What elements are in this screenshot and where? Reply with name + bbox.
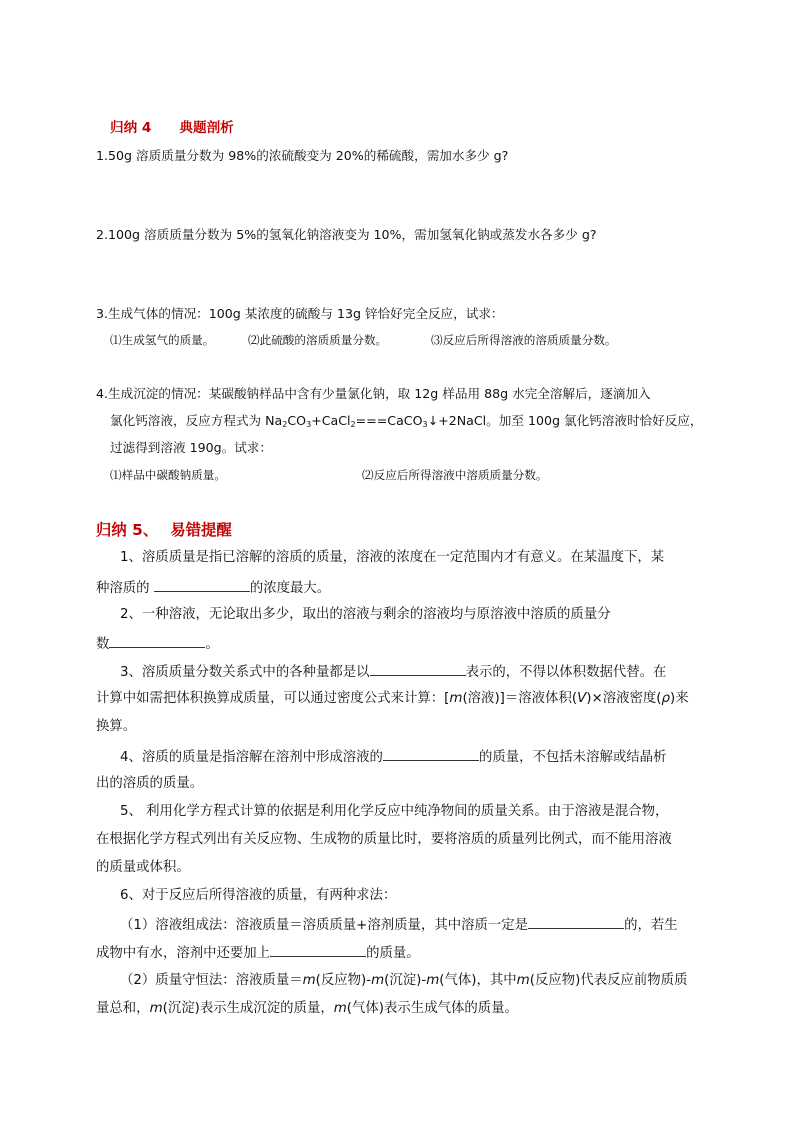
tip-4-line-1: 4、溶质的质量是指溶解在溶剂中形成溶液的 的质量，不包括未溶解或结晶析 — [120, 747, 666, 767]
tip-5-line-1: 5、 利用化学方程式计算的依据是利用化学反应中纯净物间的质量关系。由于溶液是混合物， — [120, 804, 669, 819]
question-3-sub-1: ⑴生成氢气的质量。 — [110, 333, 215, 347]
question-3-sub-2: ⑵此硫酸的溶质质量分数。 — [248, 333, 388, 347]
section5-number: 归纳 5、 — [96, 521, 159, 539]
tip-2-line-2: 数 。 — [96, 634, 219, 654]
blank-5[interactable] — [528, 915, 624, 929]
tip-5-line-2: 在根据化学方程式列出有关反应物、生成物的质量比时，要将溶质的质量列比例式，而不能用溶液 — [96, 832, 672, 847]
question-4-line-1: 4.生成沉淀的情况：某碳酸钠样品中含有少量氯化钠，取 12g 样品用 88g 水完全溶解后，逐滴加入 — [96, 386, 651, 401]
question-4-line-2: 氯化钙溶液，反应方程式为 $Na_2CO_3+CaCl_2===CaCO_3↓+2NaCl$。加至 100g 氯化钙溶液时恰好反应， — [110, 413, 703, 429]
blank-1[interactable] — [154, 578, 250, 592]
question-4-sub-1: ⑴样品中碳酸钠质量。 — [110, 468, 226, 482]
tip-6-2-line-2: 量总和，m(沉淀)表示生成沉淀的质量，m(气体)表示生成气体的质量。 — [96, 1001, 518, 1016]
question-3-stem: 3.生成气体的情况：100g 某浓度的硫酸与 13g 锌恰好完全反应，试求： — [96, 306, 504, 321]
tip-6-2-line-1: （2）质量守恒法：溶液质量＝m(反应物)-m(沉淀)-m(气体)，其中m(反应物)代表反应前物质质 — [120, 973, 688, 988]
tip-6-line-1: 6、对于反应后所得溶液的质量，有两种求法： — [120, 888, 397, 903]
tip-1-line-2: 种溶质的 的浓度最大。 — [96, 578, 330, 598]
blank-6[interactable] — [270, 943, 366, 957]
tip-3-line-3: 换算。 — [96, 719, 137, 734]
blank-4[interactable] — [383, 747, 479, 761]
section5-heading — [96, 521, 232, 539]
question-2: 2.100g 溶质质量分数为 5%的氢氧化钠溶液变为 10%，需加氢氧化钠或蒸发水各多少 g? — [96, 227, 597, 242]
blank-3[interactable] — [370, 662, 466, 676]
blank-2[interactable] — [109, 634, 205, 648]
section4-number: 归纳 4 — [110, 120, 152, 136]
question-1: 1.50g 溶质质量分数为 98%的浓硫酸变为 20%的稀硫酸，需加水多少 g? — [96, 148, 509, 163]
tip-3-line-2: 计算中如需把体积换算成质量，可以通过密度公式来计算：[m(溶液)]＝溶液体积(V)×溶液密度(ρ)来 — [96, 691, 689, 706]
question-4-line-3: 过滤得到溶液 190g。试求： — [110, 440, 272, 455]
tip-1-line-1: 1、溶质质量是指已溶解的溶质的质量，溶液的浓度在一定范围内才有意义。在某温度下，某 — [120, 550, 665, 565]
tip-4-line-2: 出的溶质的质量。 — [96, 776, 204, 791]
question-4-sub-2: ⑵反应后所得溶液中溶质质量分数。 — [362, 468, 548, 482]
tip-5-line-3: 的质量或体积。 — [96, 860, 190, 875]
section4-heading — [110, 119, 234, 137]
section4-title: 典题剖析 — [179, 120, 234, 136]
tip-6-1-line-1: （1）溶液组成法：溶液质量＝溶质质量+溶剂质量，其中溶质一定是 的，若生 — [120, 915, 678, 935]
question-3-sub-3: ⑶反应后所得溶液的溶质质量分数。 — [431, 333, 617, 347]
tip-3-line-1: 3、溶质质量分数关系式中的各种量都是以 表示的，不得以体积数据代替。在 — [120, 662, 666, 682]
section5-title: 易错提醒 — [170, 521, 232, 539]
tip-6-1-line-2: 成物中有水，溶剂中还要加上 的质量。 — [96, 943, 420, 963]
tip-2-line-1: 2、一种溶液，无论取出多少，取出的溶液与剩余的溶液均与原溶液中溶质的质量分 — [120, 607, 611, 622]
